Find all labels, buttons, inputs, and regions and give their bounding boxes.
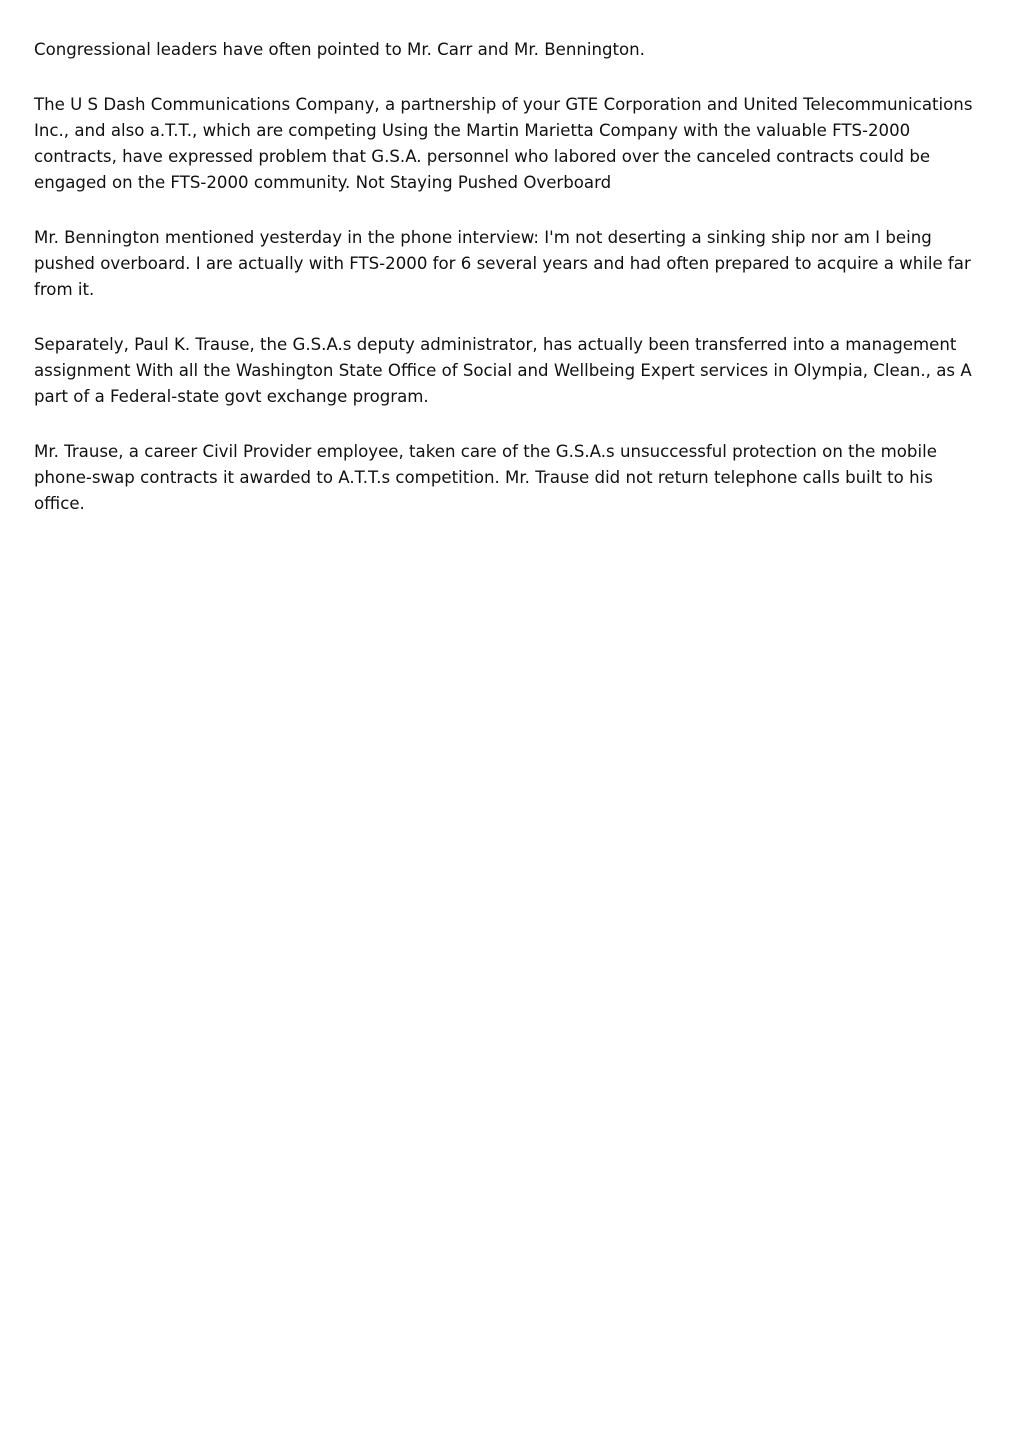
paragraph-congressional-leaders: Congressional leaders have often pointed to Mr. Carr and Mr. Bennington.: [34, 40, 645, 59]
paragraph-trause-career: Mr. Trause, a career Civil Provider employee, taken care of the G.S.A.s unsuccessful protection on the mobile phone-swap contracts it awarded to A.T.T.s competition. Mr. Trause did not return telephone calls built to his office.: [34, 442, 937, 513]
paragraph-us-dash-communications: The U S Dash Communications Company, a partnership of your GTE Corporation and United Telecommunications Inc., and also a.T.T., which are competing Using the Martin Marietta Company with the valuable FTS-2000 contracts, have expressed problem that G.S.A. personnel who labored over the canceled contracts could be engaged on the FTS-2000 community. Not Staying Pushed Overboard: [34, 95, 973, 192]
paragraph-bennington-interview: Mr. Bennington mentioned yesterday in the phone interview: I'm not deserting a sinking ship nor am I being pushed overboard. I are actually with FTS-2000 for 6 several years and had often prepared to acquire a while far from it.: [34, 228, 971, 299]
document-body: [34, 37, 984, 546]
paragraph-trause-transfer: Separately, Paul K. Trause, the G.S.A.s deputy administrator, has actually been transferred into a management assignment With all the Washington State Office of Social and Wellbeing Expert services in Olympia, Clean., as A part of a Federal-state govt exchange program.: [34, 335, 972, 406]
